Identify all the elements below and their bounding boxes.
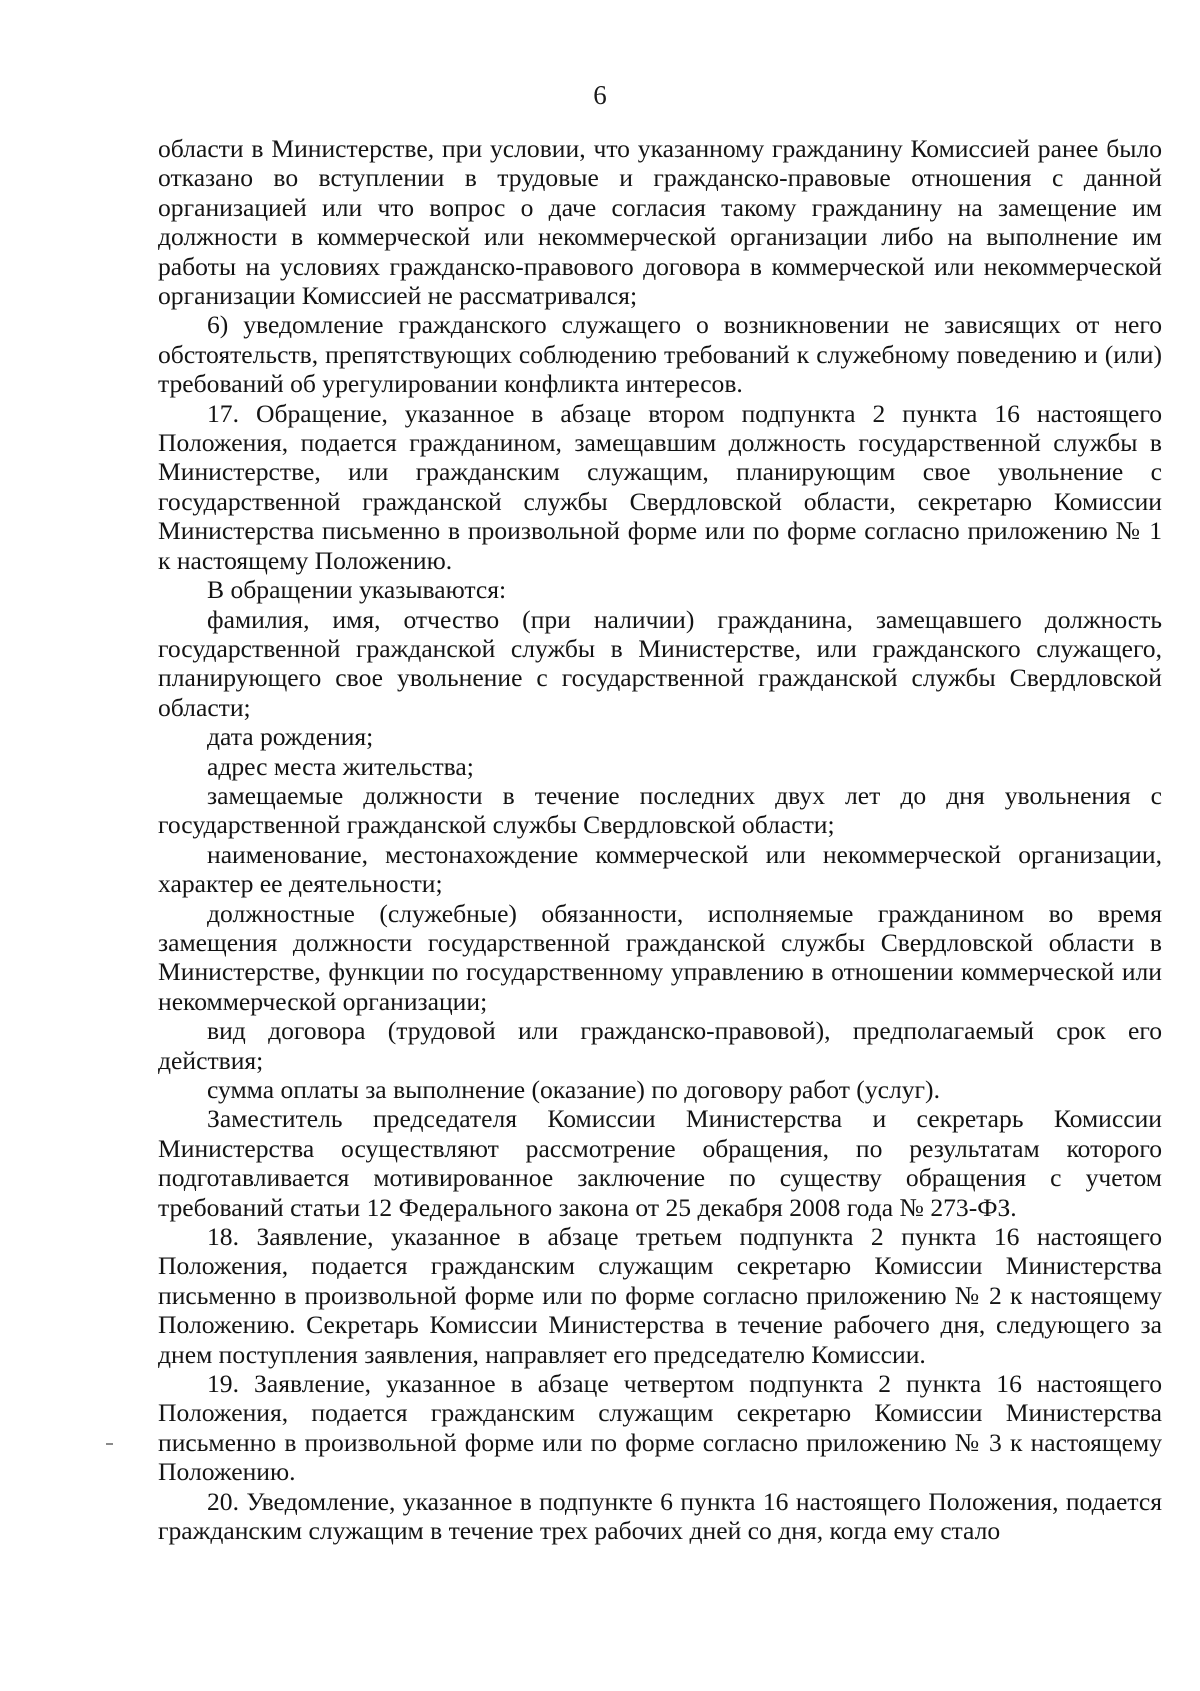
paragraph-continuation: области в Министерстве, при условии, что указанному гражданину Комиссией ранее было отказано во вступлении в трудовые и гражданско-правовые отношения с данной организацией или что вопрос о даче согласия такому гражданину на замещение им должности в коммерческой или некоммерческой организации либо на выполнение им работы на условиях гражданско-правового договора в коммерческой или некоммерческой организации Комиссией не рассматривался; <box>158 134 1162 311</box>
scan-speck <box>106 1443 113 1445</box>
page-number: 6 <box>593 80 607 110</box>
paragraph: сумма оплаты за выполнение (оказание) по договору работ (услуг). <box>207 1075 940 1104</box>
paragraph-clause-20: 20. Уведомление, указанное в подпункте 6 пункта 16 настоящего Положения, подается гражданским служащим в течение трех рабочих дней со дня, когда ему стало <box>158 1486 1162 1546</box>
paragraph: фамилия, имя, отчество (при наличии) гражданина, замещавшего должность государственной гражданской службы в Министерстве, или гражданского служащего, планирующего свое увольнение с государственной гражданской службы Свердловской области; <box>158 604 1162 722</box>
paragraph: дата рождения; <box>207 722 374 752</box>
paragraph: Заместитель председателя Комиссии Министерства и секретарь Комиссии Министерства осуществляют рассмотрение обращения, по результатам которого подготавливается мотивированное заключение по существу обращения с учетом требований статьи 12 Федерального закона от 25 декабря 2008 года № 273-ФЗ. <box>158 1104 1162 1222</box>
paragraph: должностные (служебные) обязанности, исполняемые гражданином во время замещения должности государственной гражданской службы Свердловской области в Министерстве, функции по государственному управлению в отношении коммерческой или некоммерческой организации; <box>158 898 1162 1016</box>
paragraph-clause-17: 17. Обращение, указанное в абзаце втором подпункта 2 пункта 16 настоящего Положения, подается гражданином, замещавшим должность государственной службы в Министерстве, или гражданским служащим, планирующим свое увольнение с государственной гражданской службы Свердловской области, секретарю Комиссии Министерства письменно в произвольной форме или по форме согласно приложению № 1 к настоящему Положению. <box>158 398 1162 575</box>
paragraph-clause-19: 19. Заявление, указанное в абзаце четвертом подпункта 2 пункта 16 настоящего Положения, подается гражданским служащим секретарю Комиссии Министерства письменно в произвольной форме или по форме согласно приложению № 3 к настоящему Положению. <box>158 1369 1162 1487</box>
paragraph: 6) уведомление гражданского служащего о возникновении не зависящих от него обстоятельств, препятствующих соблюдению требований к служебному поведению и (или) требований об урегулировании конфликта интересов. <box>158 310 1162 399</box>
paragraph: наименование, местонахождение коммерческой или некоммерческой организации, характер ее деятельности; <box>158 839 1162 899</box>
paragraph: В обращении указываются: <box>207 575 507 605</box>
paragraph: адрес места жительства; <box>207 751 474 781</box>
paragraph: замещаемые должности в течение последних двух лет до дня увольнения с государственной гражданской службы Свердловской области; <box>158 780 1162 840</box>
paragraph: вид договора (трудовой или гражданско-правовой), предполагаемый срок его действия; <box>158 1016 1162 1075</box>
document-body <box>158 134 1162 1546</box>
paragraph-clause-18: 18. Заявление, указанное в абзаце третьем подпункта 2 пункта 16 настоящего Положения, подается гражданским служащим секретарю Комиссии Министерства письменно в произвольной форме или по форме согласно приложению № 2 к настоящему Положению. Секретарь Комиссии Министерства в течение рабочего дня, следующего за днем поступления заявления, направляет его председателю Комиссии. <box>158 1222 1162 1369</box>
